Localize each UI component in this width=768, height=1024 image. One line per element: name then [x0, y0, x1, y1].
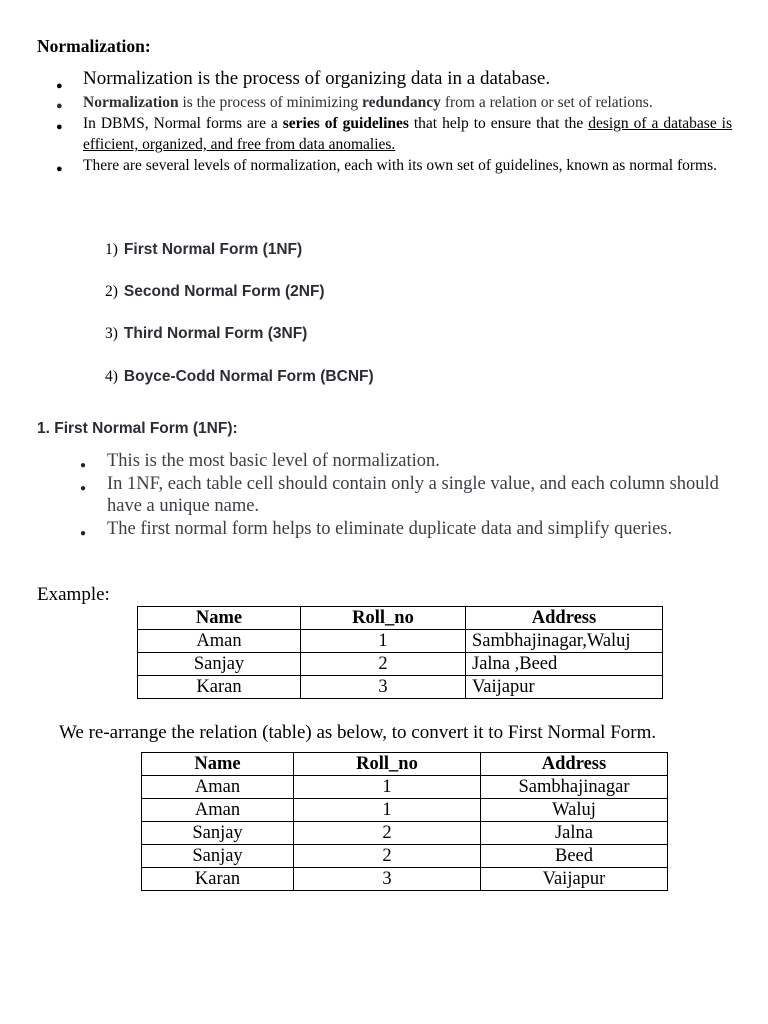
table-row	[142, 776, 668, 799]
table-cell: Sanjay	[142, 845, 294, 868]
page-title: Normalization:	[37, 36, 151, 56]
table-cell: 3	[301, 676, 466, 699]
table-row	[138, 630, 663, 653]
table-row	[142, 845, 668, 868]
normalized-table	[141, 752, 668, 891]
table-cell: Vaijapur	[466, 676, 663, 699]
table-row	[142, 868, 668, 891]
section-bullet-list	[80, 450, 720, 540]
column-header: Address	[481, 753, 668, 776]
normal-form-item: 4) Boyce-Codd Normal Form (BCNF)	[105, 368, 374, 385]
table-cell: Beed	[481, 845, 668, 868]
table-cell: Karan	[138, 676, 301, 699]
table-cell: 1	[294, 776, 481, 799]
example-label: Example:	[37, 584, 110, 605]
section-title: 1. First Normal Form (1NF):	[37, 420, 238, 437]
table-cell: Sambhajinagar,Waluj	[466, 630, 663, 653]
table-cell: Sambhajinagar	[481, 776, 668, 799]
table-row	[142, 822, 668, 845]
table-cell: Vaijapur	[481, 868, 668, 891]
list-item: ● In 1NF, each table cell should contain only a single value, and each column should have a unique name.	[80, 473, 720, 518]
table-cell: 2	[294, 845, 481, 868]
table-cell: 2	[294, 822, 481, 845]
table-row	[138, 676, 663, 699]
table-header-row	[142, 753, 668, 776]
table-cell: Aman	[142, 776, 294, 799]
list-item: ● The first normal form helps to eliminate duplicate data and simplify queries.	[80, 518, 720, 541]
table-cell: 1	[294, 799, 481, 822]
column-header: Roll_no	[294, 753, 481, 776]
intro-bullet-list	[56, 66, 732, 176]
list-item: ● Normalization is the process of minimizing redundancy from a relation or set of relations.	[56, 92, 732, 113]
normal-form-item: 2) Second Normal Form (2NF)	[105, 283, 325, 300]
list-item: ● Normalization is the process of organizing data in a database.	[56, 66, 732, 92]
normal-form-item: 1) First Normal Form (1NF)	[105, 241, 303, 258]
list-item: ● In DBMS, Normal forms are a series of guidelines that help to ensure that the design of a database is efficient, organized, and free from data anomalies.	[56, 113, 732, 155]
table-header-row	[138, 607, 663, 630]
table-cell: Sanjay	[142, 822, 294, 845]
table-cell: Karan	[142, 868, 294, 891]
column-header: Name	[142, 753, 294, 776]
example-table	[137, 606, 663, 699]
rearrange-text: We re-arrange the relation (table) as below, to convert it to First Normal Form.	[59, 722, 657, 743]
table-cell: Sanjay	[138, 653, 301, 676]
normal-form-item: 3) Third Normal Form (3NF)	[105, 325, 308, 342]
table-cell: Waluj	[481, 799, 668, 822]
list-item: ● This is the most basic level of normalization.	[80, 450, 720, 473]
table-row	[138, 653, 663, 676]
table-cell: 2	[301, 653, 466, 676]
table-cell: Jalna ,Beed	[466, 653, 663, 676]
table-row	[142, 799, 668, 822]
table-cell: Aman	[142, 799, 294, 822]
table-cell: Aman	[138, 630, 301, 653]
table-cell: 3	[294, 868, 481, 891]
list-item: ● There are several levels of normalization, each with its own set of guidelines, known as normal forms.	[56, 155, 732, 176]
table-cell: Jalna	[481, 822, 668, 845]
table-cell: 1	[301, 630, 466, 653]
column-header: Name	[138, 607, 301, 630]
column-header: Roll_no	[301, 607, 466, 630]
column-header: Address	[466, 607, 663, 630]
